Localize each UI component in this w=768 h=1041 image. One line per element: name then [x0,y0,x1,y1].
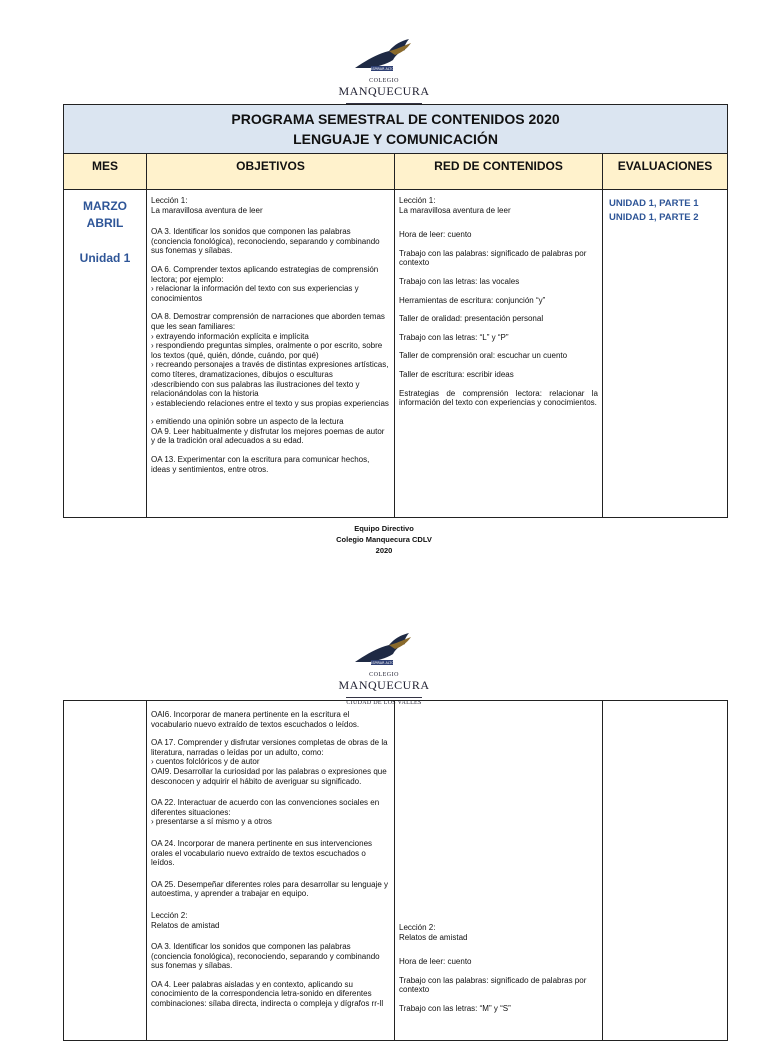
header-red: RED DE CONTENIDOS [395,154,603,190]
evaluaciones-cell-empty [603,701,728,1041]
logo-badge-text: ASPIRAR ALTO [370,67,394,71]
objetivos-cell [147,701,395,1041]
red-item: Estrategias de comprensión lectora: relacionar la información del texto con experiencias y conocimientos. [399,388,598,408]
objetivo-item: OA 4. Leer palabras aisladas y en contexto, aplicando su conocimiento de la correspondencia letra-sonido en diferentes combinaciones: sílaba directa, indirecta o compleja y dígrafos rr-ll [151,979,384,1009]
header-objetivos: OBJETIVOS [147,154,395,190]
mes-cell [64,190,147,518]
red-item: Trabajo con las letras: “M” y “S” [399,1003,511,1013]
red-item: Trabajo con las palabras: significado de palabras por contexto [399,248,587,268]
red-item: Taller de comprensión oral: escuchar un cuento [399,351,568,361]
objetivo-item: Lección 2: Relatos de amistad [151,910,220,930]
objetivo-item: OA 25. Desempeñar diferentes roles para desarrollar su lenguaje y autoestima, y aprender a trabajar en equipo. [151,879,389,899]
logo-line2: MANQUECURA [338,678,430,692]
objetivo-item: OA 22. Interactuar de acuerdo con las convenciones sociales en diferentes situaciones: › presentarse a sí mismo y a otros [151,798,380,827]
header-evaluaciones: EVALUACIONES [603,154,728,190]
header-mes: MES [64,154,147,190]
objetivo-item: OA 8. Demostrar comprensión de narraciones que aborden temas que les sean familiares: › extrayendo información explícita e implícita › respondiendo preguntas simples, oralmente o por escrito, sobre los textos (qué, quién, dónde, cuándo, por qué) › recreando personajes a través de distintas expresiones artísticas, como títeres, dramatizaciones, dibujos o esculturas ›describiendo con sus palabras las ilustraciones del texto y relacionándolas con la historia › estableciendo relaciones entre el texto y sus propias experiencias [151,312,389,408]
red-item: Hora de leer: cuento [399,957,472,967]
objetivo-item: OA 13. Experimentar con la escritura para comunicar hechos, ideas y sentimientos, entre otros. [151,455,370,474]
logo-line1: COLEGIO [369,78,399,84]
red-item: Hora de leer: cuento [399,230,472,240]
red-item: Trabajo con las letras: las vocales [399,276,520,286]
logo-line2: MANQUECURA [338,84,430,98]
objetivo-item: Lección 1: La maravillosa aventura de leer [151,196,263,215]
logo-badge-text: ASPIRAR ALTO [370,661,394,665]
red-item: Lección 1: La maravillosa aventura de leer [399,196,511,215]
red-item: Lección 2: Relatos de amistad [399,923,468,942]
objetivo-item: OA 6. Comprender textos aplicando estrategias de comprensión lectora; por ejemplo: › relacionar la información del texto con sus experiencias y conocimientos [151,264,379,303]
objetivos-cell [147,190,395,518]
red-item: Herramientas de escritura: conjunción “y” [399,295,546,305]
eval-item: UNIDAD 1, PARTE 2 [609,211,699,223]
title-line2: LENGUAJE Y COMUNICACIÓN [293,131,498,147]
objetivo-item: OA 17. Comprender y disfrutar versiones completas de obras de la literatura, narradas o leídas por un adulto, como: › cuentos folclóricos y de autor OAI9. Desarrollar la curiosidad por las palabras o expresiones que desconocen y adquirir el hábito de averiguar su significado. [151,738,388,786]
condor-icon [349,38,419,78]
red-item: Trabajo con las palabras: significado de palabras por contexto [399,975,587,995]
condor-icon [349,632,419,672]
objetivo-item: › emitiendo una opinión sobre un aspecto de la lectura OA 9. Leer habitualmente y disfrutar los mejores poemas de autor y de la tradición oral adecuados a su edad. [151,417,385,446]
eval-item: UNIDAD 1, PARTE 1 [609,198,699,209]
logo-line1: COLEGIO [369,672,399,678]
evaluaciones-cell [603,190,728,518]
mes-cell-empty [64,701,147,1041]
unit-label: Unidad 1 [79,251,131,265]
logo-line3: CIUDAD DE LOS VALLES [346,697,421,707]
contents-table [63,104,728,518]
red-item: Trabajo con las letras: “L” y “P” [399,332,509,342]
footer-line1: Equipo Directivo [354,524,414,533]
objetivo-item: OAI6. Incorporar de manera pertinente en la escritura el vocabulario nuevo extraído de textos escuchados o leídos. [151,710,360,729]
objetivo-item: OA 3. Identificar los sonidos que componen las palabras (conciencia fonológica), reconociendo, separando y combinando sus fonemas y sílabas. [151,942,380,971]
red-item: Taller de oralidad: presentación personal [399,314,544,324]
month-marzo: MARZO [83,199,127,213]
contents-table-page2 [63,700,728,1041]
red-item: Taller de escritura: escribir ideas [399,369,514,379]
title-line1: PROGRAMA SEMESTRAL DE CONTENIDOS 2020 [231,111,560,127]
footer-line3: 2020 [375,546,393,555]
objetivo-item: OA 24. Incorporar de manera pertinente en sus intervenciones orales el vocabulario nuevo extraído de textos escuchados o leídos. [151,838,373,868]
month-abril: ABRIL [86,216,124,230]
red-cell [395,701,603,1041]
objetivo-item: OA 3. Identificar los sonidos que componen las palabras (conciencia fonológica), reconociendo, separando y combinando sus fonemas y sílabas. [151,227,380,256]
footer-line2: Colegio Manquecura CDLV [336,535,432,544]
table-title [64,105,728,154]
page-footer [0,523,768,556]
red-cell [395,190,603,518]
school-logo-page2 [0,632,768,709]
